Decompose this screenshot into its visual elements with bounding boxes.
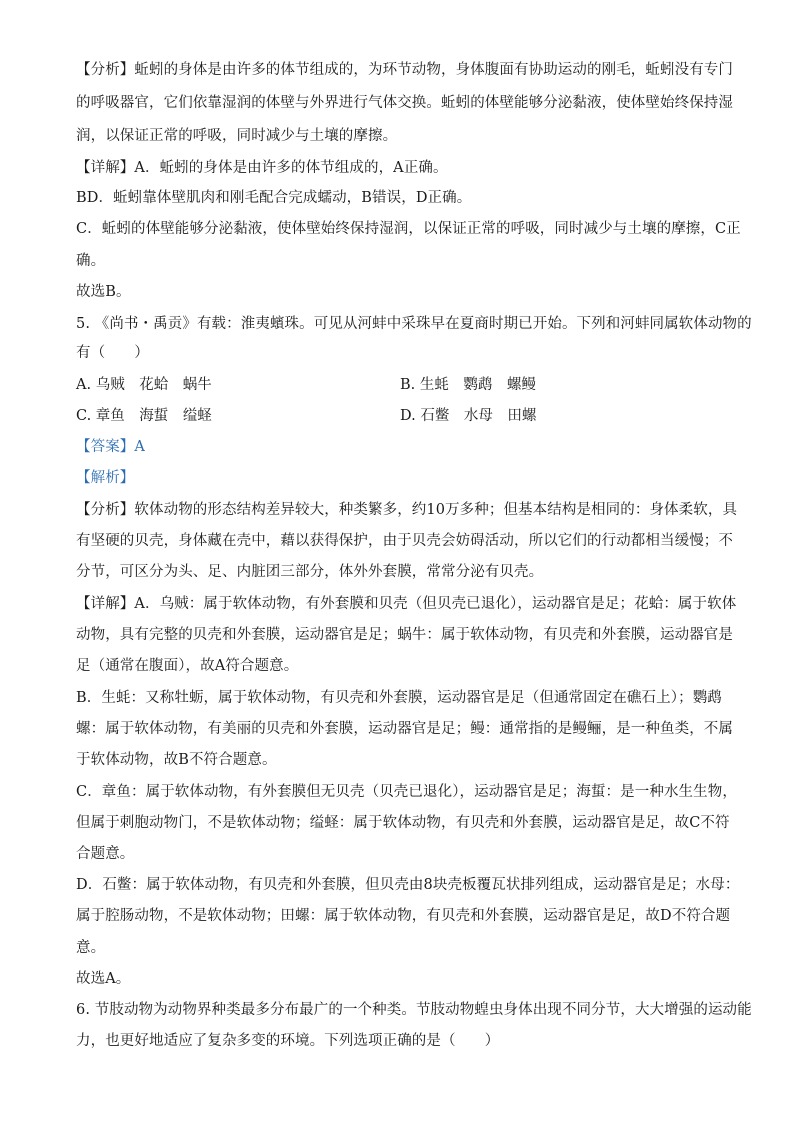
detail-text-line: 确。 [76, 253, 106, 269]
question-stem: 5. 《尚书・禹贡》有载：淮夷蠙珠。可见从河蚌中采珠早在夏商时期已开始。下列和河蚌同属软体动物的 [76, 316, 752, 332]
analysis-text-line: 的呼吸器官，它们依靠湿润的体壁与外界进行气体交换。蚯蚓的体壁能够分泌黏液，使体壁始终保持湿 [76, 95, 733, 111]
detail-text-line: 足（通常在腹面），故A符合题意。 [76, 658, 299, 674]
detail-text-line: 于软体动物，故B不符合题意。 [76, 752, 277, 768]
question-stem: 有（ ） [76, 345, 149, 361]
analysis-text: 软体动物的形态结构差异较大，种类繁多，约10万多种；但基本结构是相同的：身体柔软，具 [134, 502, 738, 518]
analysis-text: 蚯蚓的身体是由许多的体节组成的，为环节动物，身体腹面有协助运动的刚毛，蚯蚓没有专门 [134, 62, 734, 78]
analysis-tag: 【分析】 [76, 62, 135, 78]
detail-tag: 【详解】 [76, 596, 135, 612]
analysis-text-line: 润，以保证正常的呼吸，同时减少与土壤的摩擦。 [76, 128, 398, 144]
analysis-tag: 【分析】 [76, 502, 135, 518]
detail-text-line: BD．蚯蚓靠体壁肌肉和刚毛配合完成蠕动，B错误，D正确。 [76, 190, 472, 206]
detail-line [76, 593, 736, 615]
detail-text-line: 但属于刺胞动物门，不是软体动物；缢蛏：属于软体动物，有贝壳和外套膜，运动器官是足，故C不符 [76, 815, 730, 831]
detail-line [76, 157, 448, 179]
conclusion-text: 故选B。 [76, 284, 131, 300]
detail-text-line: B．生蚝：又称牡蛎，属于软体动物，有贝壳和外套膜，运动器官是足（但通常固定在礁石上）；鹦鹉 [76, 690, 722, 706]
question-stem: 6. 节肢动物为动物界种类最多分布最广的一个种类。节肢动物蝗虫身体出现不同分节，大大增强的运动能 [76, 1002, 752, 1018]
option-b[interactable]: B. 生蚝 鹦鹉 螺鳗 [400, 377, 536, 393]
analysis-line [76, 59, 733, 81]
detail-text-line: C．蚯蚓的体壁能够分泌黏液，使体壁始终保持湿润，以保证正常的呼吸，同时减少与土壤的摩擦，C正 [76, 221, 741, 237]
detail-text-line: 动物，具有完整的贝壳和外套膜，运动器官是足；蜗牛：属于软体动物，有贝壳和外套膜，运动器官是 [76, 627, 733, 643]
detail-text-line: D．石鳖：属于软体动物，有贝壳和外套膜，但贝壳由8块壳板覆瓦状排列组成，运动器官是足；水母： [76, 877, 740, 893]
detail-text: A．蚯蚓的身体是由许多的体节组成的，A正确。 [134, 160, 448, 176]
option-d[interactable]: D. 石鳖 水母 田螺 [400, 408, 537, 424]
detail-tag: 【详解】 [76, 160, 135, 176]
answer-line [76, 436, 145, 458]
analysis-text-line: 分节，可区分为头、足、内脏团三部分，体外外套膜，常常分泌有贝壳。 [76, 564, 544, 580]
detail-text-line: 属于腔肠动物，不是软体动物；田螺：属于软体动物，有贝壳和外套膜，运动器官是足，故D不符合题 [76, 908, 731, 924]
answer-tag: 【答案】 [76, 439, 135, 455]
answer-value: A [134, 439, 145, 455]
conclusion-text: 故选A。 [76, 971, 131, 987]
detail-text-line: 合题意。 [76, 846, 135, 862]
analysis-line [76, 499, 737, 521]
detail-text-line: 螺：属于软体动物，有美丽的贝壳和外套膜，运动器官是足；鳗：通常指的是鳗鲡，是一种鱼类，不属 [76, 721, 733, 737]
analysis-text-line: 有坚硬的贝壳，身体藏在壳中，藉以获得保护，由于贝壳会妨碍活动，所以它们的行动都相当缓慢；不 [76, 533, 733, 549]
explanation-tag: 【解析】 [76, 470, 135, 486]
detail-text-line: C．章鱼：属于软体动物，有外套膜但无贝壳（贝壳已退化），运动器官是足；海蜇：是一种水生生物， [76, 784, 737, 800]
detail-text-line: 意。 [76, 940, 106, 956]
detail-text: A．乌贼：属于软体动物，有外套膜和贝壳（但贝壳已退化），运动器官是足；花蛤：属于软体 [134, 596, 737, 612]
question-stem: 力，也更好地适应了复杂多变的环境。下列选项正确的是（ ） [76, 1033, 500, 1049]
option-c[interactable]: C. 章鱼 海蜇 缢蛏 [76, 408, 212, 424]
option-a[interactable]: A. 乌贼 花蛤 蜗牛 [76, 377, 212, 393]
